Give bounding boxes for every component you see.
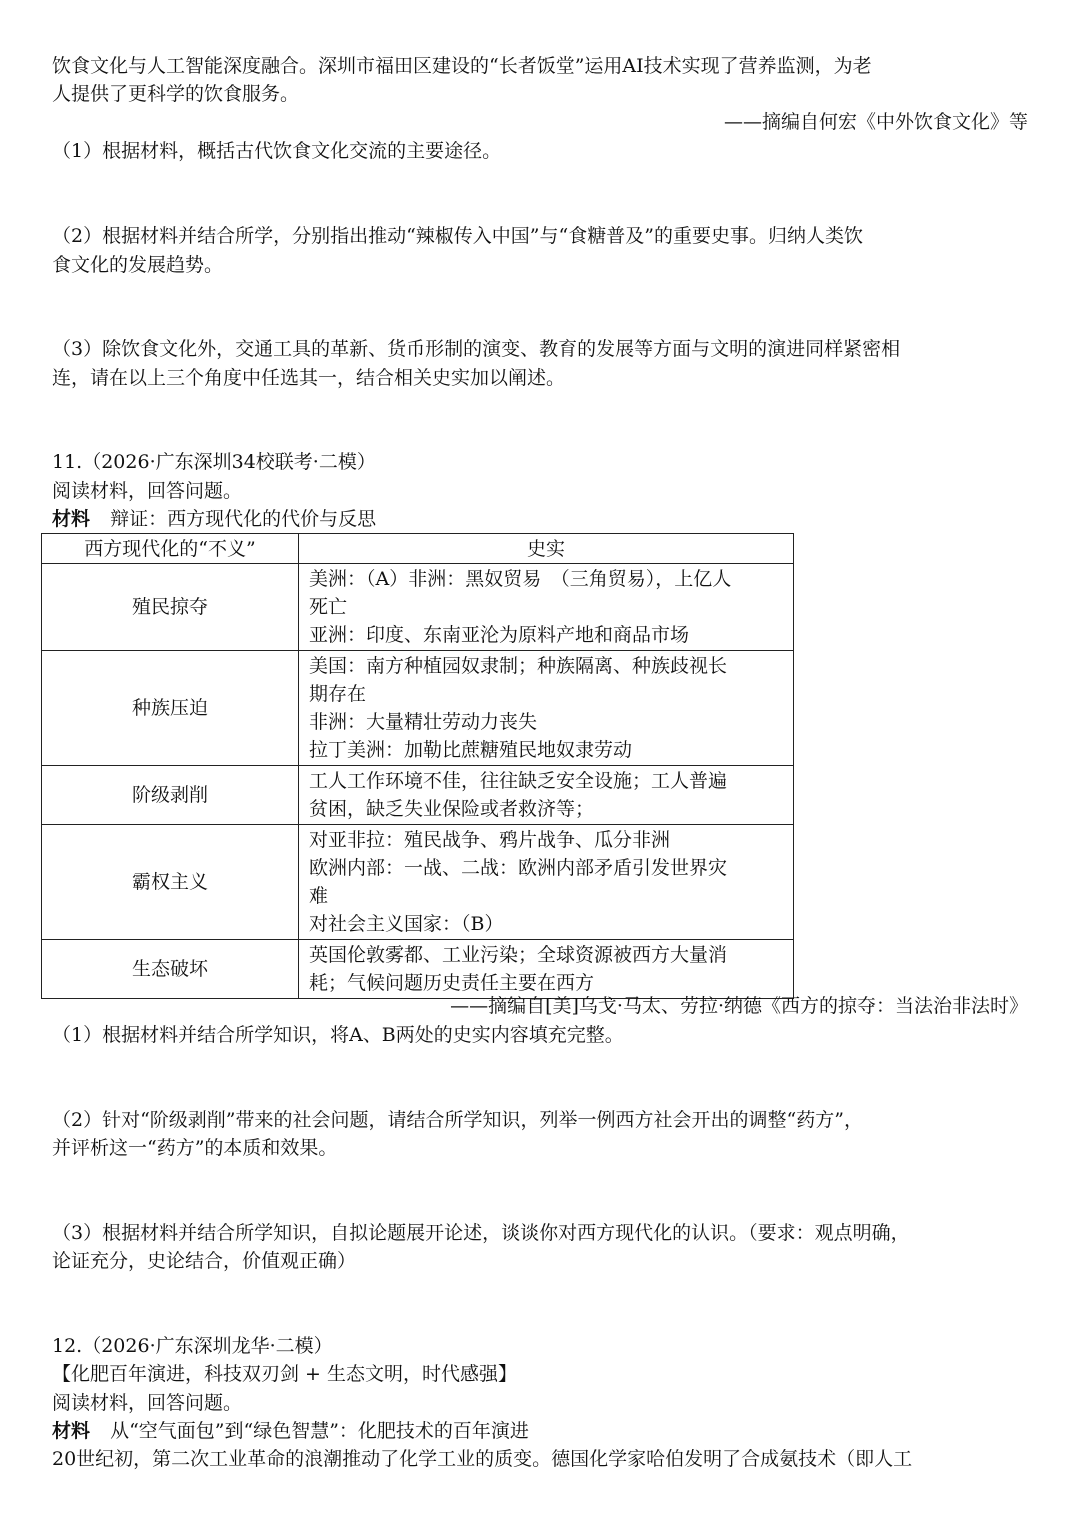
- body-text-line: 20世纪初，第二次工业革命的浪潮推动了化学工业的质变。德国化学家哈伯发明了合成氨技术（即人工: [52, 1448, 913, 1470]
- table-row: [42, 940, 794, 999]
- instruction-text: 阅读材料，回答问题。: [52, 1392, 243, 1414]
- table-cell-category: 霸权主义: [42, 825, 299, 940]
- question-3-line: 连，请在以上三个角度中任选其一，结合相关史实加以阐述。: [52, 367, 566, 389]
- fact-line: 拉丁美洲：加勒比蔗糖殖民地奴隶劳动: [309, 739, 633, 761]
- table-cell-facts: [299, 825, 794, 940]
- instruction-text: 阅读材料，回答问题。: [52, 480, 243, 502]
- material-label: 材料: [52, 1420, 91, 1442]
- material-title-line: [52, 1417, 529, 1445]
- fact-line: 非洲：大量精壮劳动力丧失: [309, 711, 538, 733]
- fact-line: 对亚非拉：殖民战争、鸦片战争、瓜分非洲: [309, 829, 671, 851]
- table-row: [42, 651, 794, 766]
- fact-line: 亚洲：印度、东南亚沦为原料产地和商品市场: [309, 624, 690, 646]
- question-11-2-line: 并评析这一“药方”的本质和效果。: [52, 1137, 338, 1159]
- table-row: [42, 825, 794, 940]
- table-header: 史实: [299, 534, 794, 564]
- table-cell-facts: [299, 564, 794, 651]
- table-cell-facts: [299, 766, 794, 825]
- fact-line: 贫困，缺乏失业保险或者救济等；: [309, 798, 595, 820]
- problem-12-heading: 12.（2026·广东深圳龙华·二模）: [52, 1335, 333, 1357]
- source-citation: ——摘编自何宏《中外饮食文化》等: [723, 111, 1028, 133]
- question-11-3-line: 论证充分，史论结合，价值观正确）: [52, 1250, 357, 1272]
- table-header: 西方现代化的“不义”: [42, 534, 299, 564]
- fact-line: 死亡: [309, 596, 348, 618]
- table-row: [42, 766, 794, 825]
- table-cell-facts: [299, 651, 794, 766]
- fact-line: 难: [309, 885, 329, 907]
- material-title: 从“空气面包”到“绿色智慧”：化肥技术的百年演进: [110, 1420, 529, 1442]
- fact-line: 耗；气候问题历史责任主要在西方: [309, 972, 595, 994]
- question-11-3-line: （3）根据材料并结合所学知识，自拟论题展开论述，谈谈你对西方现代化的认识。（要求：观点明确，: [52, 1222, 910, 1244]
- material-table: [41, 533, 794, 999]
- question-11-1: （1）根据材料并结合所学知识，将A、B两处的史实内容填充完整。: [52, 1024, 624, 1046]
- material-title: 辩证：西方现代化的代价与反思: [110, 508, 377, 530]
- table-cell-category: 生态破坏: [42, 940, 299, 999]
- table-cell-category: 种族压迫: [42, 651, 299, 766]
- material-label: 材料: [52, 508, 91, 530]
- question-2-line: （2）根据材料并结合所学，分别指出推动“辣椒传入中国”与“食糖普及”的重要史事。归纳人类饮: [52, 225, 863, 247]
- table-cell-category: 殖民掠夺: [42, 564, 299, 651]
- fact-line: 欧洲内部：一战、二战：欧洲内部矛盾引发世界灾: [309, 857, 728, 879]
- table-header-row: [42, 534, 794, 564]
- body-text-line: 人提供了更科学的饮食服务。: [52, 83, 300, 105]
- problem-11-heading: 11.（2026·广东深圳34校联考·二模）: [52, 451, 376, 473]
- material-title-line: [52, 505, 376, 533]
- fact-line: 期存在: [309, 683, 367, 705]
- problem-12-tag: 【化肥百年演进，科技双刃剑 + 生态文明，时代感强】: [52, 1363, 518, 1385]
- question-3-line: （3）除饮食文化外，交通工具的革新、货币形制的演变、教育的发展等方面与文明的演进同样紧密相: [52, 338, 901, 360]
- fact-line: 工人工作环境不佳，往往缺乏安全设施；工人普遍: [309, 770, 728, 792]
- question-1: （1）根据材料，概括古代饮食文化交流的主要途径。: [52, 140, 502, 162]
- fact-line: 美国：南方种植园奴隶制；种族隔离、种族歧视长: [309, 655, 728, 677]
- source-citation: ——摘编自[美]乌戈·马太、劳拉·纳德《西方的掠夺：当法治非法时》: [450, 995, 1028, 1017]
- question-11-2-line: （2）针对“阶级剥削”带来的社会问题，请结合所学知识，列举一例西方社会开出的调整“药方”，: [52, 1109, 863, 1131]
- table-cell-facts: [299, 940, 794, 999]
- question-2-line: 食文化的发展趋势。: [52, 254, 224, 276]
- table-row: [42, 564, 794, 651]
- fact-line: 对社会主义国家：（B）: [309, 913, 504, 935]
- table-cell-category: 阶级剥削: [42, 766, 299, 825]
- fact-line: 英国伦敦雾都、工业污染；全球资源被西方大量消: [309, 944, 728, 966]
- fact-line: 美洲：（A）非洲：黑奴贸易 （三角贸易），上亿人: [309, 568, 732, 590]
- body-text-line: 饮食文化与人工智能深度融合。深圳市福田区建设的“长者饭堂”运用AI技术实现了营养监测，为老: [52, 55, 872, 77]
